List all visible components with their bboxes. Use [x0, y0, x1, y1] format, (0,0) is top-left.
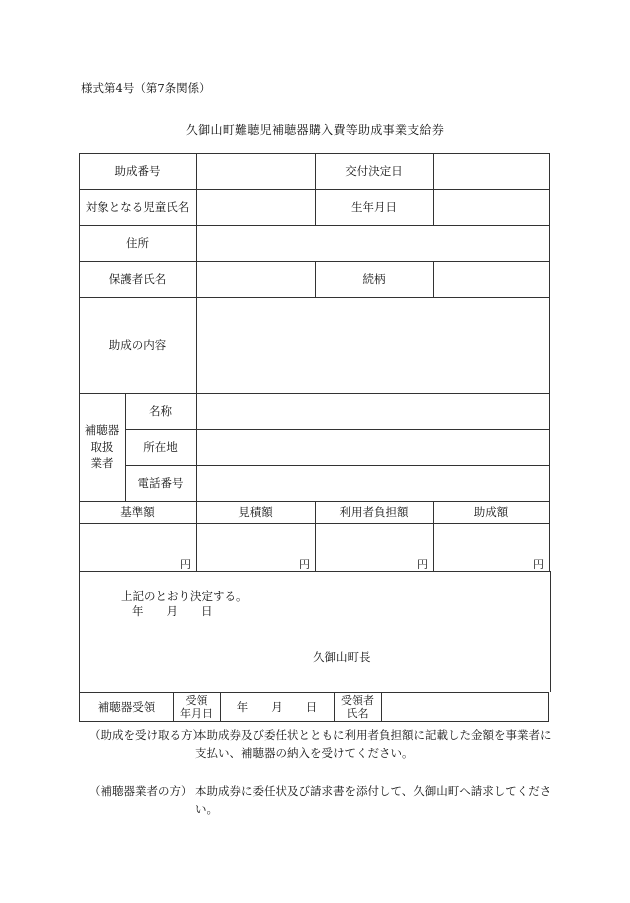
- user-burden-field[interactable]: [315, 523, 433, 571]
- grant-amount-field[interactable]: [433, 523, 549, 571]
- decision-section: [79, 571, 551, 692]
- birth-date-label: 生年月日: [351, 199, 397, 214]
- yen-unit: 円: [417, 558, 428, 571]
- standard-amount-field[interactable]: [79, 523, 196, 571]
- dealer-location-label: 所在地: [143, 439, 178, 454]
- guardian-name-field[interactable]: [196, 261, 315, 297]
- user-burden-header: 利用者負担額: [339, 504, 409, 519]
- yen-unit: 円: [533, 558, 544, 571]
- child-name-label: 対象となる児童氏名: [85, 199, 190, 214]
- birth-date-field[interactable]: [433, 189, 549, 225]
- address-label: 住所: [126, 235, 149, 250]
- note-text: 本助成券及び委任状とともに利用者負担額に記載した金額を事業者に支払い、補聴器の納入を受けてください。: [195, 728, 552, 761]
- dealer-name-field[interactable]: [196, 393, 549, 429]
- form-reference: 様式第4号（第7条関係）: [81, 81, 211, 95]
- issue-date-label: 交付決定日: [345, 163, 403, 178]
- note-label: （補聴器業者の方）: [89, 784, 193, 798]
- grant-number-label: 助成番号: [114, 163, 161, 178]
- receipt-row: [79, 692, 549, 722]
- guardian-name-label: 保護者氏名: [108, 271, 167, 286]
- received-date-label: 受領 年月日: [180, 693, 213, 720]
- recipient-field[interactable]: [381, 693, 548, 721]
- dealer-phone-label: 電話番号: [137, 475, 184, 490]
- estimate-amount-header: 見積額: [238, 504, 273, 519]
- issue-date-field[interactable]: [433, 153, 549, 189]
- relationship-field[interactable]: [433, 261, 549, 297]
- issuer-name: 久御山町長: [313, 650, 371, 664]
- note-label: （助成を受け取る方）: [89, 728, 204, 742]
- table-border-right: [549, 153, 550, 571]
- grant-form-table: [79, 153, 550, 571]
- receipt-label: 補聴器受領: [97, 699, 156, 714]
- decision-statement: 上記のとおり決定する。: [121, 589, 248, 603]
- grant-number-field[interactable]: [196, 153, 315, 189]
- dealer-phone-field[interactable]: [196, 465, 549, 501]
- grant-content-field[interactable]: [196, 297, 549, 393]
- address-field[interactable]: [196, 225, 549, 261]
- received-date-field[interactable]: 年 月 日: [236, 699, 318, 714]
- yen-unit: 円: [299, 558, 310, 571]
- child-name-field[interactable]: [196, 189, 315, 225]
- recipient-label: 受領者 氏名: [341, 693, 374, 720]
- dealer-name-label: 名称: [149, 403, 172, 418]
- estimate-amount-field[interactable]: [196, 523, 315, 571]
- grant-content-label: 助成の内容: [108, 337, 167, 352]
- dealer-location-field[interactable]: [196, 429, 549, 465]
- relationship-label: 続柄: [362, 271, 386, 286]
- yen-unit: 円: [180, 558, 191, 571]
- note-text: 本助成券に委任状及び請求書を添付して、久御山町へ請求してください。: [195, 784, 552, 817]
- decision-date: 年 月 日: [132, 604, 213, 618]
- document-title: 久御山町難聴児補聴器購入費等助成事業支給券: [185, 123, 445, 137]
- grant-amount-header: 助成額: [473, 504, 509, 519]
- dealer-label: 補聴器 取扱 業者: [84, 422, 120, 471]
- standard-amount-header: 基準額: [120, 504, 155, 519]
